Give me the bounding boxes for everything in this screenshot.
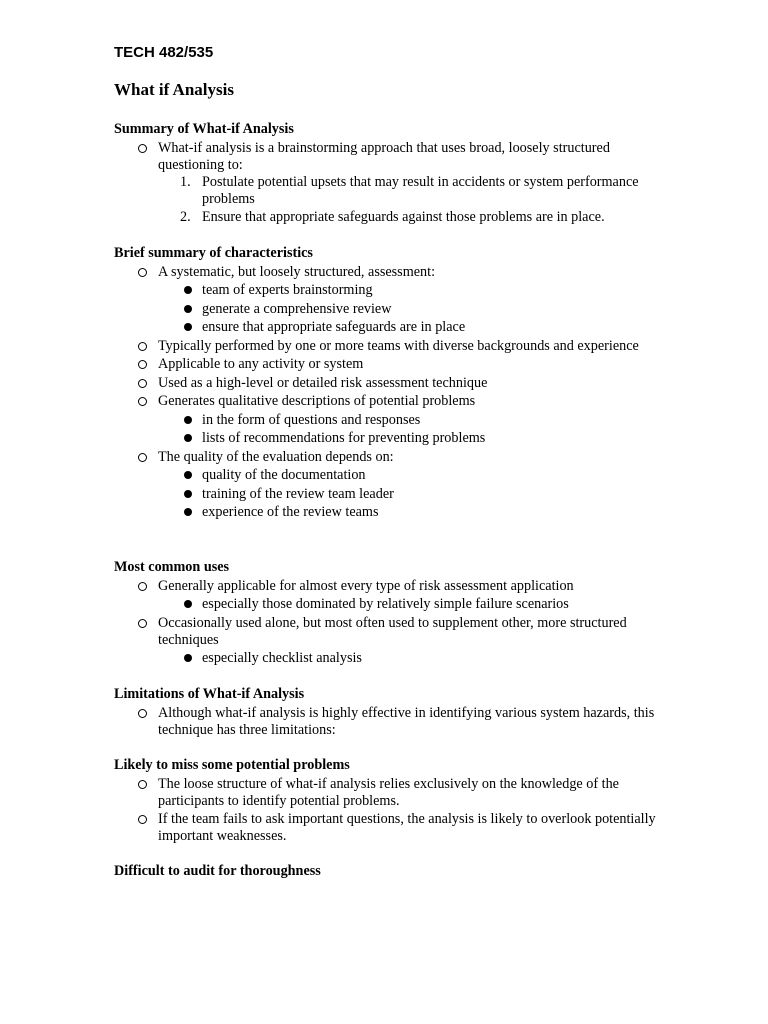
list-item: 1. Postulate potential upsets that may result in accidents or system performance problems bbox=[180, 174, 639, 207]
section-heading-limitations: Limitations of What-if Analysis bbox=[114, 686, 305, 702]
list-item: 2. Ensure that appropriate safeguards against those problems are in place. bbox=[180, 208, 605, 225]
filled-bullet-icon bbox=[184, 508, 192, 516]
hollow-bullet-icon bbox=[138, 360, 147, 369]
section-limitations bbox=[114, 685, 674, 739]
filled-bullet-icon bbox=[184, 490, 192, 498]
list-item: The loose structure of what-if analysis relies exclusively on the knowledge of the participants to identify potential problems. bbox=[114, 776, 674, 810]
section-summary bbox=[114, 120, 674, 226]
section-heading-summary: Summary of What-if Analysis bbox=[114, 121, 294, 137]
filled-bullet-icon bbox=[184, 654, 192, 662]
list-item: in the form of questions and responses bbox=[158, 412, 674, 429]
course-code: TECH 482/535 bbox=[114, 44, 214, 61]
list-item: ensure that appropriate safeguards are in place bbox=[158, 319, 674, 336]
numbered-list bbox=[158, 174, 674, 226]
hollow-bullet-icon bbox=[138, 144, 147, 153]
list-item: especially those dominated by relatively simple failure scenarios bbox=[158, 596, 674, 613]
list-item: What-if analysis is a brainstorming approach that uses broad, loosely structured questioning to: 1. Postulate potential upsets that may result in accidents or system performance problems 2. Ensure that appropriate safeguards against those problems are in place. bbox=[114, 140, 674, 226]
filled-bullet-icon bbox=[184, 286, 192, 294]
section-heading-audit: Difficult to audit for thoroughness bbox=[114, 863, 321, 879]
list-item: quality of the documentation bbox=[158, 467, 674, 484]
list-item: The quality of the evaluation depends on: quality of the documentation training of the review team leader experience of the review teams bbox=[114, 449, 674, 522]
list-item: Applicable to any activity or system bbox=[114, 356, 674, 373]
list-item: training of the review team leader bbox=[158, 486, 674, 503]
filled-bullet-icon bbox=[184, 471, 192, 479]
hollow-bullet-icon bbox=[138, 815, 147, 824]
list-item: lists of recommendations for preventing problems bbox=[158, 430, 674, 447]
list-item: Occasionally used alone, but most often used to supplement other, more structured techniques especially checklist analysis bbox=[114, 615, 674, 668]
list-item: Generally applicable for almost every type of risk assessment application especially those dominated by relatively simple failure scenarios bbox=[114, 578, 674, 614]
list-item: especially checklist analysis bbox=[158, 650, 674, 667]
section-heading-uses: Most common uses bbox=[114, 559, 230, 575]
filled-bullet-icon bbox=[184, 416, 192, 424]
list-item: team of experts brainstorming bbox=[158, 282, 674, 299]
list-item: If the team fails to ask important questions, the analysis is likely to overlook potentially important weaknesses. bbox=[114, 811, 674, 845]
hollow-bullet-icon bbox=[138, 397, 147, 406]
filled-bullet-icon bbox=[184, 600, 192, 608]
hollow-bullet-icon bbox=[138, 582, 147, 591]
list-item: generate a comprehensive review bbox=[158, 301, 674, 318]
filled-bullet-icon bbox=[184, 305, 192, 313]
list-item: Typically performed by one or more teams with diverse backgrounds and experience bbox=[114, 338, 674, 355]
hollow-bullet-icon bbox=[138, 342, 147, 351]
hollow-bullet-icon bbox=[138, 709, 147, 718]
filled-bullet-icon bbox=[184, 323, 192, 331]
list-item: Generates qualitative descriptions of potential problems in the form of questions and responses lists of recommendations for preventing problems bbox=[114, 393, 674, 447]
hollow-bullet-icon bbox=[138, 453, 147, 462]
hollow-bullet-icon bbox=[138, 619, 147, 628]
hollow-bullet-icon bbox=[138, 379, 147, 388]
list-item: Although what-if analysis is highly effective in identifying various system hazards, this technique has three limitations: bbox=[114, 705, 674, 739]
list-item: A systematic, but loosely structured, assessment: team of experts brainstorming generate a comprehensive review ensure that appropriate safeguards are in place bbox=[114, 264, 674, 337]
filled-bullet-icon bbox=[184, 434, 192, 442]
section-audit bbox=[114, 862, 674, 880]
section-miss bbox=[114, 756, 674, 845]
list-item: Used as a high-level or detailed risk assessment technique bbox=[114, 375, 674, 392]
hollow-bullet-icon bbox=[138, 780, 147, 789]
section-heading-miss: Likely to miss some potential problems bbox=[114, 757, 350, 773]
section-characteristics bbox=[114, 244, 674, 521]
hollow-bullet-icon bbox=[138, 268, 147, 277]
list-item: experience of the review teams bbox=[158, 504, 674, 521]
page-title: What if Analysis bbox=[114, 80, 234, 99]
section-uses bbox=[114, 558, 674, 667]
section-heading-characteristics: Brief summary of characteristics bbox=[114, 245, 313, 261]
